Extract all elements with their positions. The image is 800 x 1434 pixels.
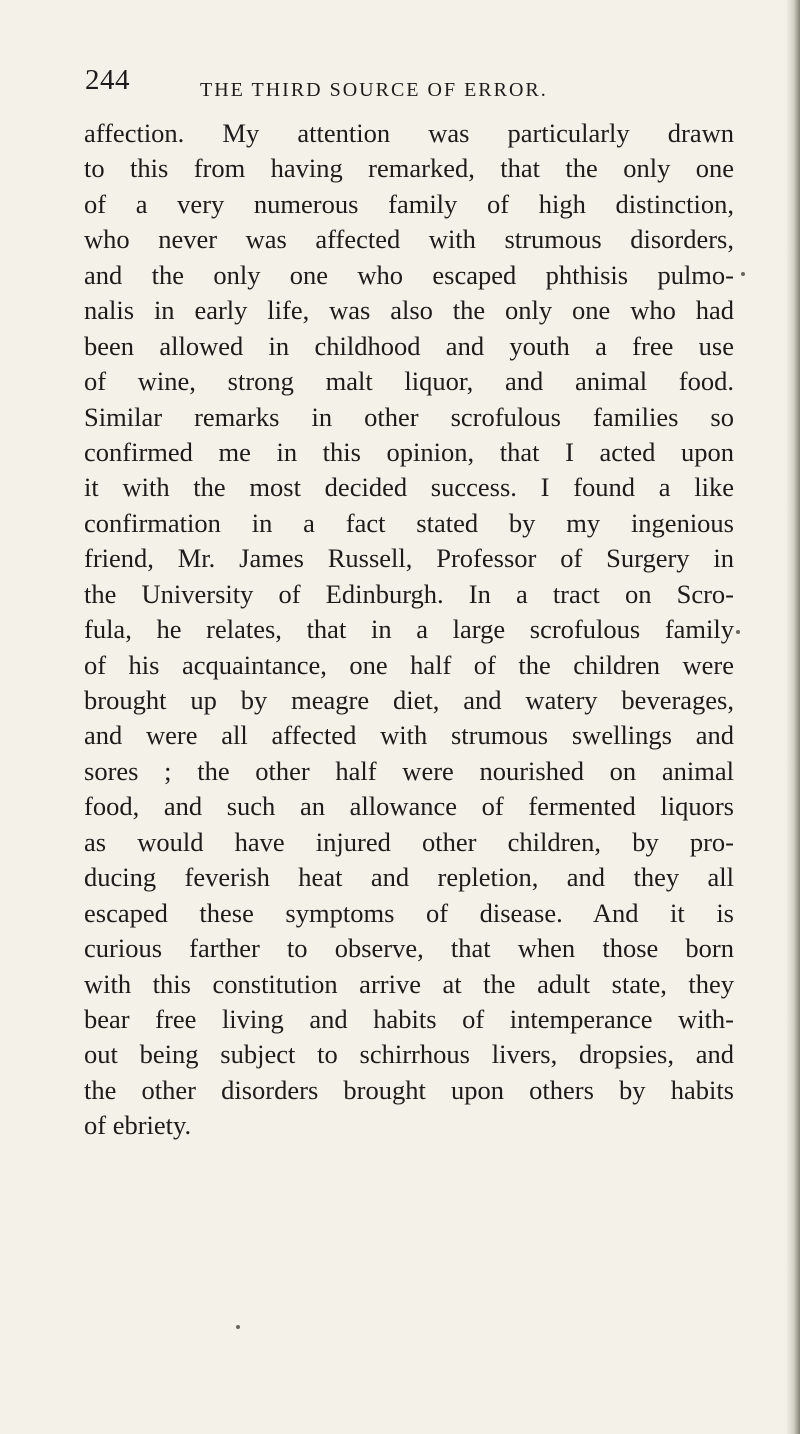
text-line: of wine, strong malt liquor, and animal food. <box>84 366 734 397</box>
running-head: THE THIRD SOURCE OF ERROR. <box>200 79 548 101</box>
text-line: with this constitution arrive at the adult state, they <box>84 968 734 999</box>
text-line: friend, Mr. James Russell, Professor of Surgery in <box>84 543 734 574</box>
text-line: food, and such an allowance of fermented liquors <box>84 791 734 822</box>
paper-speck <box>741 272 745 276</box>
text-line: as would have injured other children, by pro- <box>84 826 734 857</box>
text-line: out being subject to schirrhous livers, dropsies, and <box>84 1039 734 1070</box>
text-line: who never was affected with strumous disorders, <box>84 224 734 255</box>
text-line: affection. My attention was particularly drawn <box>84 118 734 148</box>
paper-speck <box>236 1325 240 1329</box>
text-line: fula, he relates, that in a large scrofulous family <box>84 614 734 645</box>
paper-speck <box>736 630 740 634</box>
text-line: confirmed me in this opinion, that I acted upon <box>84 436 734 467</box>
text-line: ducing feverish heat and repletion, and they all <box>84 862 734 893</box>
text-line: of a very numerous family of high distinction, <box>84 188 734 219</box>
text-line: Similar remarks in other scrofulous families so <box>84 401 734 432</box>
text-line: curious farther to observe, that when those born <box>84 933 734 964</box>
text-line: of ebriety. <box>84 1110 192 1141</box>
text-line: escaped these symptoms of disease. And it is <box>84 897 734 928</box>
text-line: brought up by meagre diet, and watery beverages, <box>84 685 734 715</box>
text-line: the other disorders brought upon others by habits <box>84 1074 734 1105</box>
text-line: confirmation in a fact stated by my ingenious <box>84 507 734 538</box>
page-number: 244 <box>85 64 130 96</box>
text-line: and the only one who escaped phthisis pulmo- <box>84 259 734 290</box>
text-line: bear free living and habits of intemperance with- <box>84 1003 734 1034</box>
text-line: of his acquaintance, one half of the children were <box>84 649 734 680</box>
page-edge-shadow <box>786 0 800 1434</box>
text-line: sores ; the other half were nourished on animal <box>84 755 734 786</box>
text-line: nalis in early life, was also the only one who had <box>84 295 734 326</box>
text-line: it with the most decided success. I found a like <box>84 472 734 503</box>
body-text <box>84 116 734 1144</box>
text-line: and were all affected with strumous swellings and <box>84 720 734 751</box>
text-line: been allowed in childhood and youth a free use <box>84 330 734 361</box>
text-line: the University of Edinburgh. In a tract on Scro- <box>84 578 734 609</box>
text-line: to this from having remarked, that the only one <box>84 153 734 184</box>
